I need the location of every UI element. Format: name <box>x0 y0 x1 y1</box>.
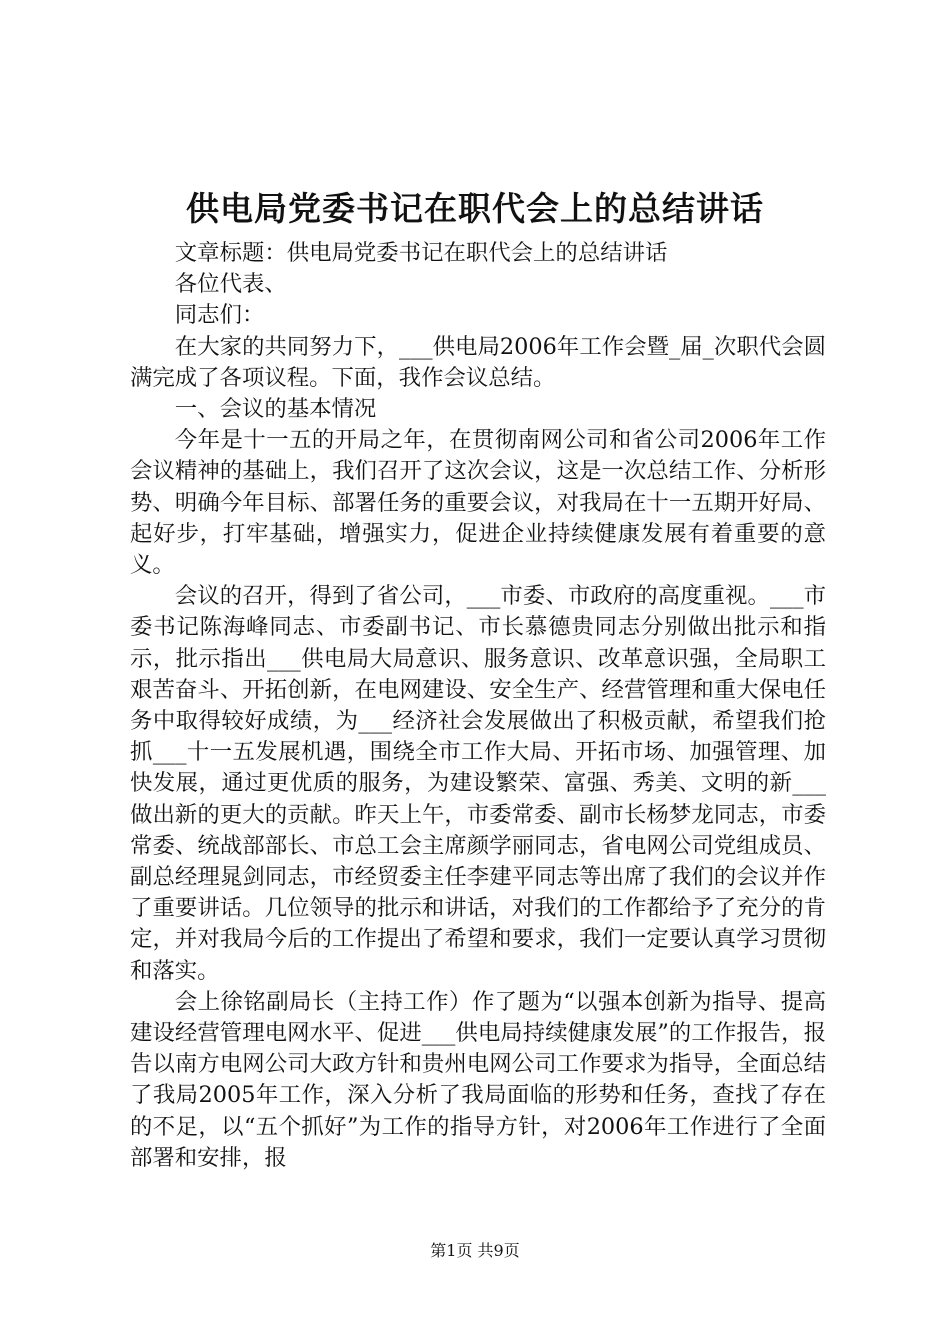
paragraph-1: 今年是十一五的开局之年，在贯彻南网公司和省公司2006年工作会议精神的基础上，我们召开了这次会议，这是一次总结工作、分析形势、明确今年目标、部署任务的重要会议，对我局在十一五期开好局、起好步，打牢基础，增强实力，促进企业持续健康发展有着重要的意义。 <box>130 427 826 579</box>
page-number: 第1页 共9页 <box>430 1241 520 1260</box>
paragraph-intro: 在大家的共同努力下，___供电局2006年工作会暨_届_次职代会圆满完成了各项议程。下面，我作会议总结。 <box>130 333 826 391</box>
document-body <box>130 238 826 1174</box>
section-heading-1: 一、会议的基本情况 <box>174 396 377 423</box>
salutation-representatives: 各位代表、 <box>174 271 287 298</box>
article-title-line: 文章标题：供电局党委书记在职代会上的总结讲话 <box>174 240 668 266</box>
salutation-comrades: 同志们： <box>174 302 265 329</box>
paragraph-3: 会上徐铭副局长（主持工作）作了题为“以强本创新为指导、提高建设经营管理电网水平、促进___供电局持续健康发展”的工作报告，报告以南方电网公司大政方针和贵州电网公司工作要求为指导，全面总结了我局2005年工作，深入分析了我局面临的形势和任务，查找了存在的不足，以“五个抓好”为工作的指导方针，对2006年工作进行了全面部署和安排，报 <box>130 988 826 1171</box>
document-title: 供电局党委书记在职代会上的总结讲话 <box>186 189 764 228</box>
paragraph-2: 会议的召开，得到了省公司，___市委、市政府的高度重视。___市委书记陈海峰同志、市委副书记、市长慕德贵同志分别做出批示和指示，批示指出___供电局大局意识、服务意识、改革意识强，全局职工艰苦奋斗、开拓创新，在电网建设、安全生产、经营管理和重大保电任务中取得较好成绩，为___经济社会发展做出了积极贡献，希望我们抢抓___十一五发展机遇，围绕全市工作大局、开拓市场、加强管理、加快发展，通过更优质的服务，为建设繁荣、富强、秀美、文明的新___做出新的更大的贡献。昨天上午，市委常委、副市长杨梦龙同志，市委常委、统战部部长、市总工会主席颜学丽同志，省电网公司党组成员、副总经理晁剑同志，市经贸委主任李建平同志等出席了我们的会议并作了重要讲话。几位领导的批示和讲话，对我们的工作都给予了充分的肯定，并对我局今后的工作提出了希望和要求，我们一定要认真学习贯彻和落实。 <box>130 583 826 984</box>
